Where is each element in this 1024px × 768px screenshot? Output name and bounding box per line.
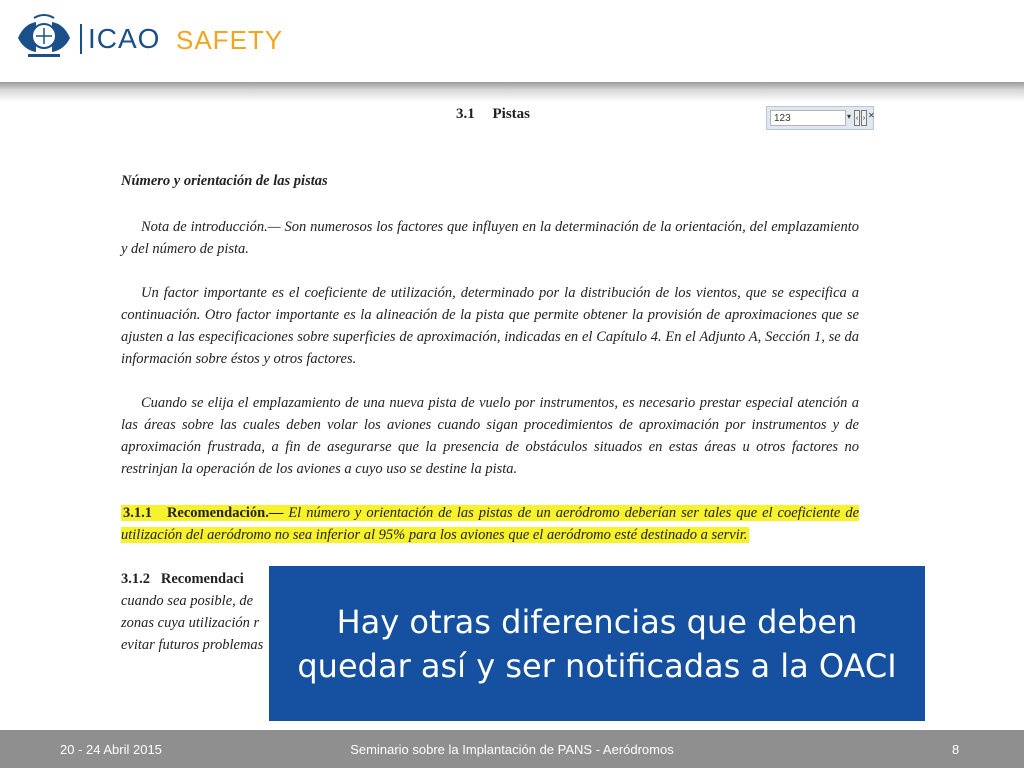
header-shadow	[0, 82, 1024, 102]
instrument-runway-paragraph: Cuando se elija el emplazamiento de una nueva pista de vuelo por instrumentos, es necesario prestar especial atención a las áreas sobre las cuales deben volar los aviones cuando sigan procedimientos de aproximación por instrumentos y de aproximación frustrada, a fin de asegurarse que la presencia de obstáculos situados en estas áreas u otros factores no restrinjan la operación de los aviones a cuyo uso se destine la pista.	[121, 395, 859, 477]
slide-header	[0, 0, 1024, 84]
rec-312-line: evitar futuros problemas	[121, 637, 264, 653]
zoom-dropdown-icon[interactable]: ▾	[847, 112, 852, 121]
utilization-paragraph: Un factor importante es el coeficiente de utilización, determinado por la distribución de los vientos, que se especifica a continuación. Otro factor importante es la alineación de la pista que permite obtener la provisión de aproximaciones que se ajusten a las especificaciones sobre superficies de aproximación, indicadas en el Capítulo 4. En el Adjunto A, Sección 1, se da información sobre éstos y otros factores.	[121, 285, 859, 367]
zoom-input[interactable]: 123	[770, 110, 846, 126]
section-title: Número y orientación de las pistas	[121, 173, 328, 189]
page-number: 8	[952, 742, 960, 757]
rec-312-line: cuando sea posible, de	[121, 593, 254, 609]
brand-name: ICAO	[88, 23, 161, 54]
logo-separator	[80, 24, 82, 54]
doc-heading-title: Pistas	[492, 106, 530, 122]
footer-date: 20 - 24 Abril 2015	[60, 742, 162, 757]
highlighted-text	[121, 505, 859, 543]
callout-text: Hay otras diferencias que deben quedar así y ser notificadas a la OACI	[297, 602, 897, 685]
brand-tagline: SAFETY	[176, 25, 284, 55]
slide-footer	[0, 730, 1024, 768]
doc-heading	[456, 106, 530, 123]
rec-312-number: 3.1.2	[121, 571, 150, 587]
recommendation-3-1-1	[121, 502, 859, 546]
doc-heading-number: 3.1	[456, 106, 475, 122]
previous-arrow-icon[interactable]: ‹	[854, 110, 860, 126]
intro-note-paragraph: Nota de introducción.— Son numerosos los factores que influyen en la determinación de la orientación, del emplazamiento y del número de pista.	[121, 219, 859, 257]
footer-title: Seminario sobre la Implantación de PANS - Aeródromos	[350, 742, 674, 757]
rec-312-line: zonas cuya utilización r	[121, 615, 260, 631]
rec-312-label: Recomendaci	[160, 571, 244, 587]
rec-311-number: 3.1.1	[123, 505, 152, 521]
next-arrow-icon[interactable]: ›	[861, 110, 867, 126]
rec-311-text: El número y orientación de las pistas de un aeródromo deberían ser tales que el coeficiente de utilización del aeródromo no sea inferior al 95% para los aviones que el aeródromo esté destinado a servir.	[121, 505, 860, 543]
viewer-zoom-toolbar	[766, 106, 874, 130]
rec-311-label: Recomendación.—	[166, 505, 284, 521]
icao-emblem-icon	[14, 12, 74, 60]
callout-box	[269, 566, 925, 721]
close-icon[interactable]: ✕	[868, 111, 875, 120]
